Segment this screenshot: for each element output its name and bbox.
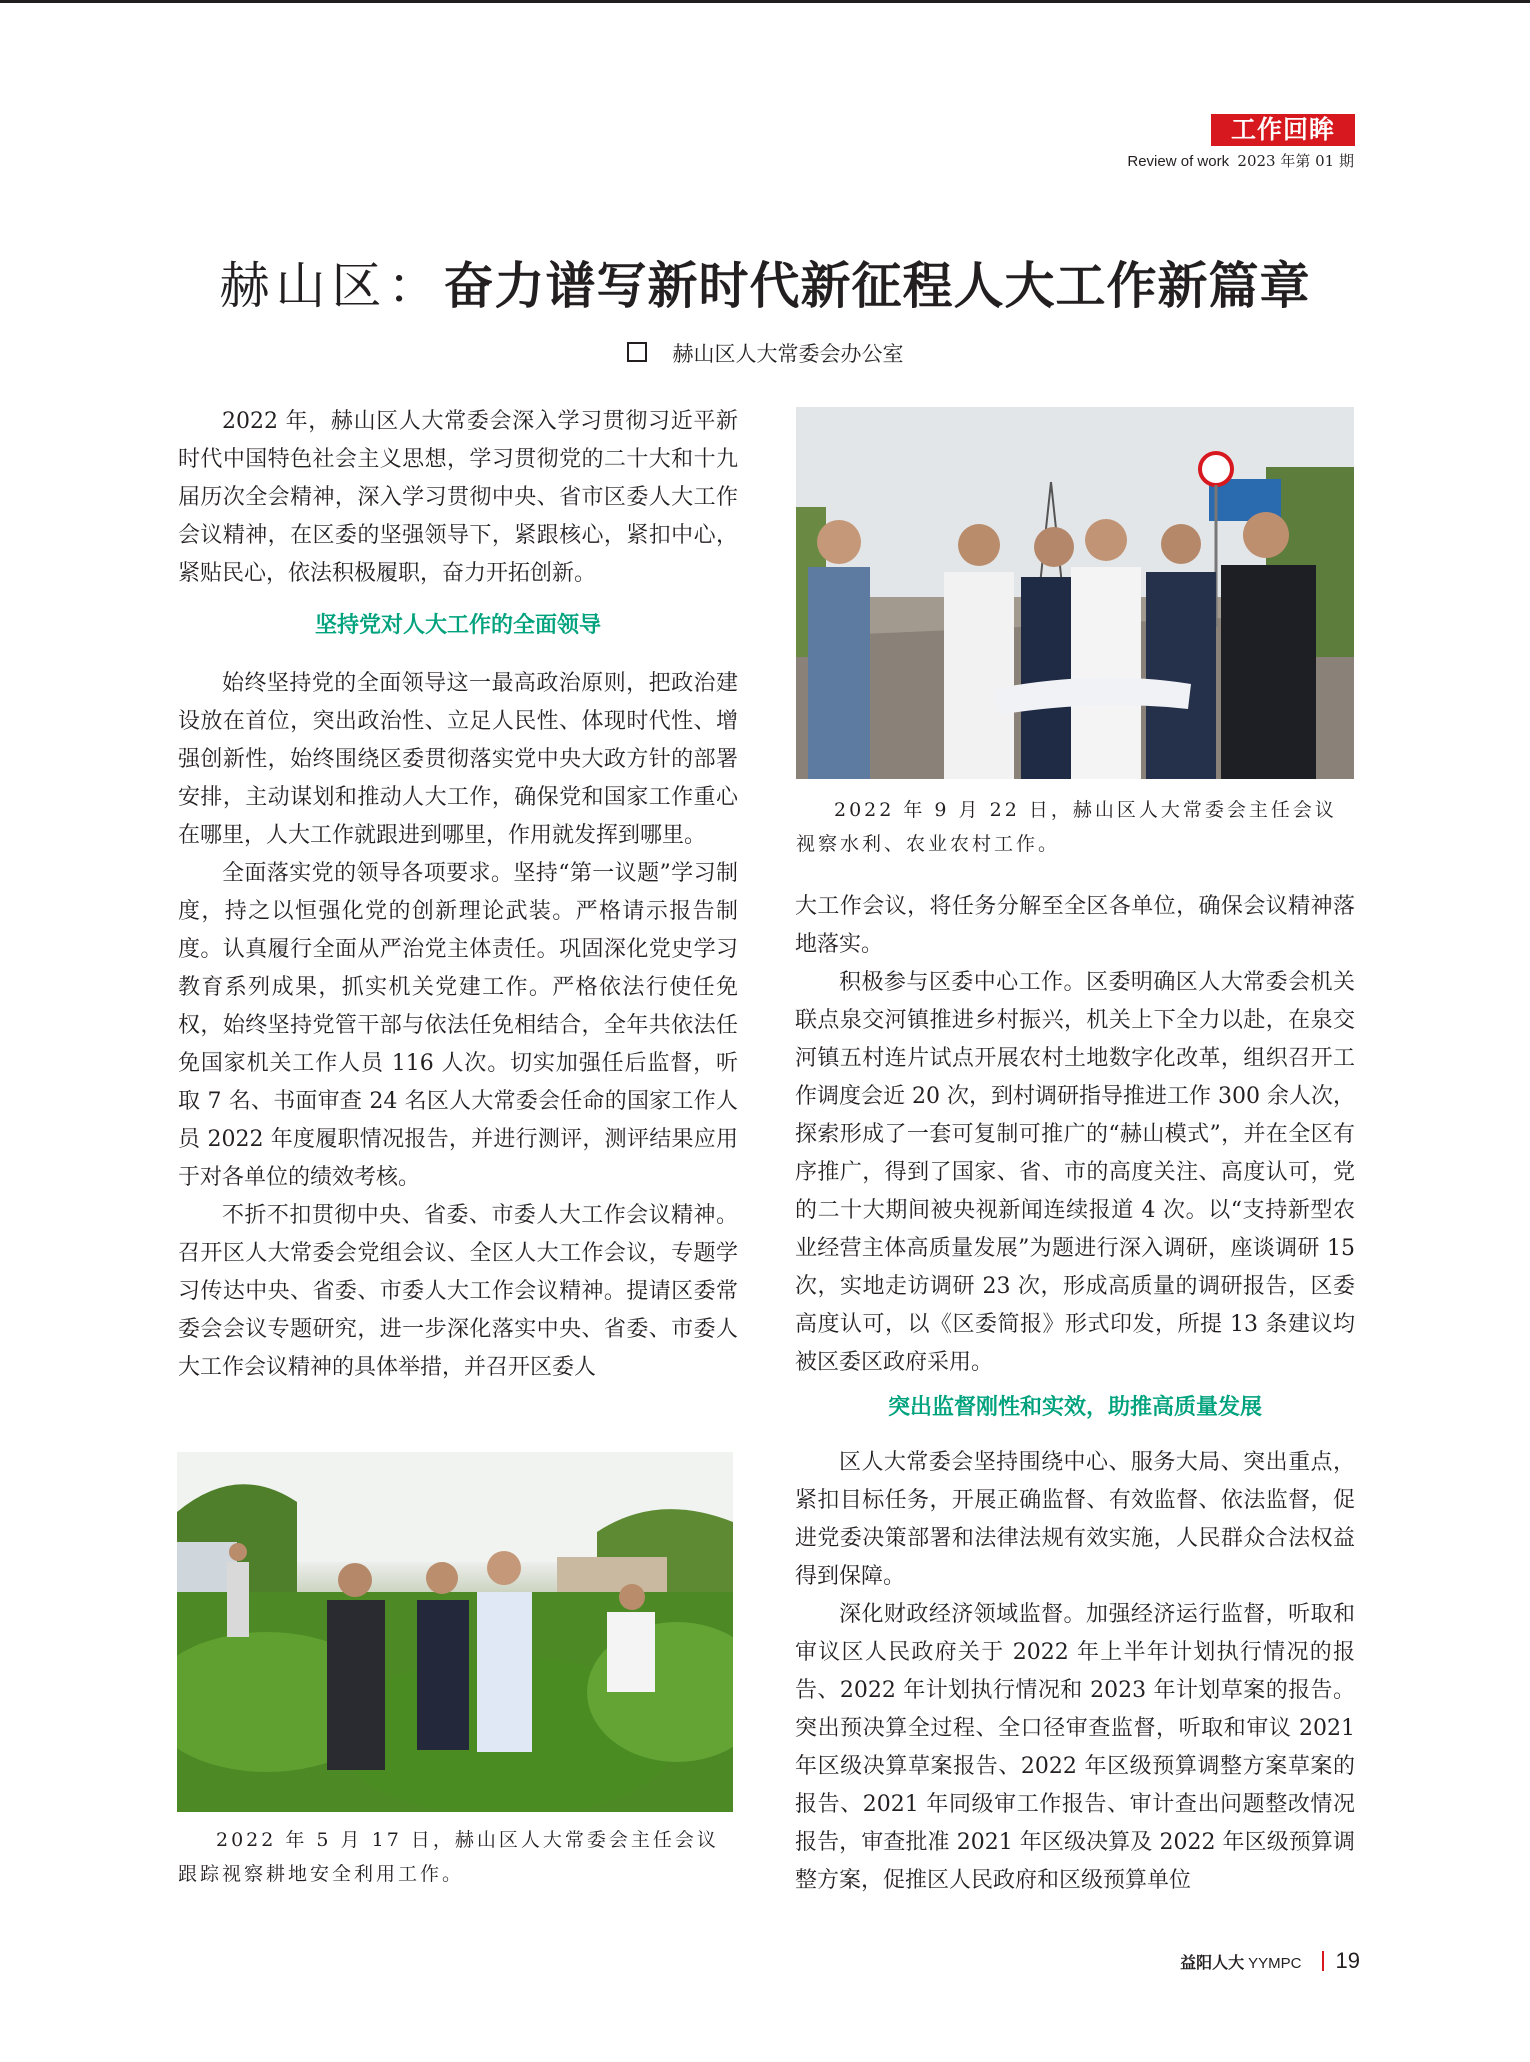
caption-line: 2022 年 5 月 17 日，赫山区人大常委会主任会议 bbox=[216, 1829, 719, 1851]
paragraph: 全面落实党的领导各项要求。坚持“第一议题”学习制度，持之以恒强化党的创新理论武装。严格请示报告制度。认真履行全面从严治党主体责任。巩固深化党史学习教育系列成果，抓实机关党建工作。严格依法行使任免权，始终坚持党管干部与依法任免相结合，全年共依法任免国家机关工作人员 116 人次。切实加强任后监督，听取 7 名、书面审查 24 名区人大常委会任命的国家工作人员 2022 年度履职情况报告，并进行测评，测评结果应用于对各单位的绩效考核。 bbox=[178, 861, 738, 1190]
issue-english: Review of work bbox=[1127, 153, 1230, 170]
photo-farmland-inspection-image bbox=[177, 1452, 733, 1812]
magazine-name: 益阳人大 bbox=[1180, 1953, 1245, 1972]
top-rule bbox=[0, 0, 1530, 3]
byline-author: 赫山区人大常委会办公室 bbox=[672, 342, 904, 366]
title-place: 赫山区： bbox=[219, 257, 444, 315]
section-heading: 坚持党对人大工作的全面领导 bbox=[314, 613, 601, 638]
title-main: 奋力谱写新时代新征程人大工作新篇章 bbox=[443, 256, 1311, 315]
page-footer bbox=[1180, 1948, 1360, 1974]
paragraph: 深化财政经济领域监督。加强经济运行监督，听取和审议区人民政府关于 2022 年上半年计划执行情况的报告、2022 年计划执行情况和 2023 年计划草案的报告。突出预决算全过程、全口径审查监督，听取和审议 2021 年区级决算草案报告、2022 年区级预算调整方案草案的报告、2021 年同级审工作报告、审计查出问题整改情况报告，审查批准 2021 年区级决算及 2022 年区级预算调整方案，促推区人民政府和区级预算单位 bbox=[795, 1602, 1355, 1893]
article-title bbox=[0, 246, 1530, 318]
paragraph: 区人大常委会坚持围绕中心、服务大局、突出重点，紧扣目标任务，开展正确监督、有效监督、依法监督，促进党委决策部署和法律法规有效实施，人民群众合法权益得到保障。 bbox=[795, 1450, 1355, 1589]
right-column bbox=[795, 888, 1355, 1900]
paragraph: 不折不扣贯彻中央、省委、市委人大工作会议精神。召开区人大常委会党组会议、全区人大工作会议，专题学习传达中央、省委、市委人大工作会议精神。提请区委常委会会议专题研究，进一步深化落实中央、省委、市委人大工作会议精神的具体举措，并召开区委人 bbox=[178, 1203, 738, 1380]
magazine-abbr: YYMPC bbox=[1248, 1955, 1302, 1972]
issue-number: 2023 年第 01 期 bbox=[1237, 152, 1354, 170]
byline bbox=[0, 338, 1530, 368]
caption-line: 跟踪视察耕地安全利用工作。 bbox=[178, 1863, 465, 1885]
left-column bbox=[178, 403, 738, 1387]
footer-divider bbox=[1322, 1951, 1324, 1971]
paragraph: 2022 年，赫山区人大常委会深入学习贯彻习近平新时代中国特色社会主义思想，学习贯彻党的二十大和十九届历次全会精神，深入学习贯彻中央、省市区委人大工作会议精神，在区委的坚强领导下，紧跟核心，紧扣中心，紧贴民心，依法积极履职，奋力开拓创新。 bbox=[178, 409, 738, 586]
section-heading: 突出监督刚性和实效，助推高质量发展 bbox=[887, 1395, 1262, 1420]
photo-farmland-inspection bbox=[177, 1452, 733, 1812]
caption-line: 2022 年 9 月 22 日，赫山区人大常委会主任会议 bbox=[834, 799, 1337, 821]
paragraph: 始终坚持党的全面领导这一最高政治原则，把政治建设放在首位，突出政治性、立足人民性、体现时代性、增强创新性，始终围绕区委贯彻落实党中央大政方针的部署安排，主动谋划和推动人大工作，确保党和国家工作重心在哪里，人大工作就跟进到哪里，作用就发挥到哪里。 bbox=[178, 671, 738, 848]
photo-water-inspection-image bbox=[796, 407, 1354, 779]
photo-caption-right bbox=[796, 793, 1356, 861]
photo-caption-left bbox=[178, 1823, 738, 1891]
section-badge: 工作回眸 bbox=[1211, 114, 1355, 146]
byline-square-icon bbox=[627, 342, 647, 362]
paragraph: 大工作会议，将任务分解至全区各单位，确保会议精神落地落实。 bbox=[795, 894, 1355, 957]
issue-info bbox=[1127, 150, 1354, 171]
paragraph: 积极参与区委中心工作。区委明确区人大常委会机关联点泉交河镇推进乡村振兴，机关上下全力以赴，在泉交河镇五村连片试点开展农村土地数字化改革，组织召开工作调度会近 20 次，到村调研指导推进工作 300 余人次，探索形成了一套可复制可推广的“赫山模式”，并在全区有序推广，得到了国家、省、市的高度关注、高度认可，党的二十大期间被央视新闻连续报道 4 次。以“支持新型农业经营主体高质量发展”为题进行深入调研，座谈调研 15 次，实地走访调研 23 次，形成高质量的调研报告，区委高度认可，以《区委简报》形式印发，所提 13 条建议均被区委区政府采用。 bbox=[795, 970, 1355, 1375]
photo-water-inspection bbox=[796, 407, 1354, 779]
caption-line: 视察水利、农业农村工作。 bbox=[796, 833, 1061, 855]
page-number: 19 bbox=[1335, 1948, 1360, 1973]
